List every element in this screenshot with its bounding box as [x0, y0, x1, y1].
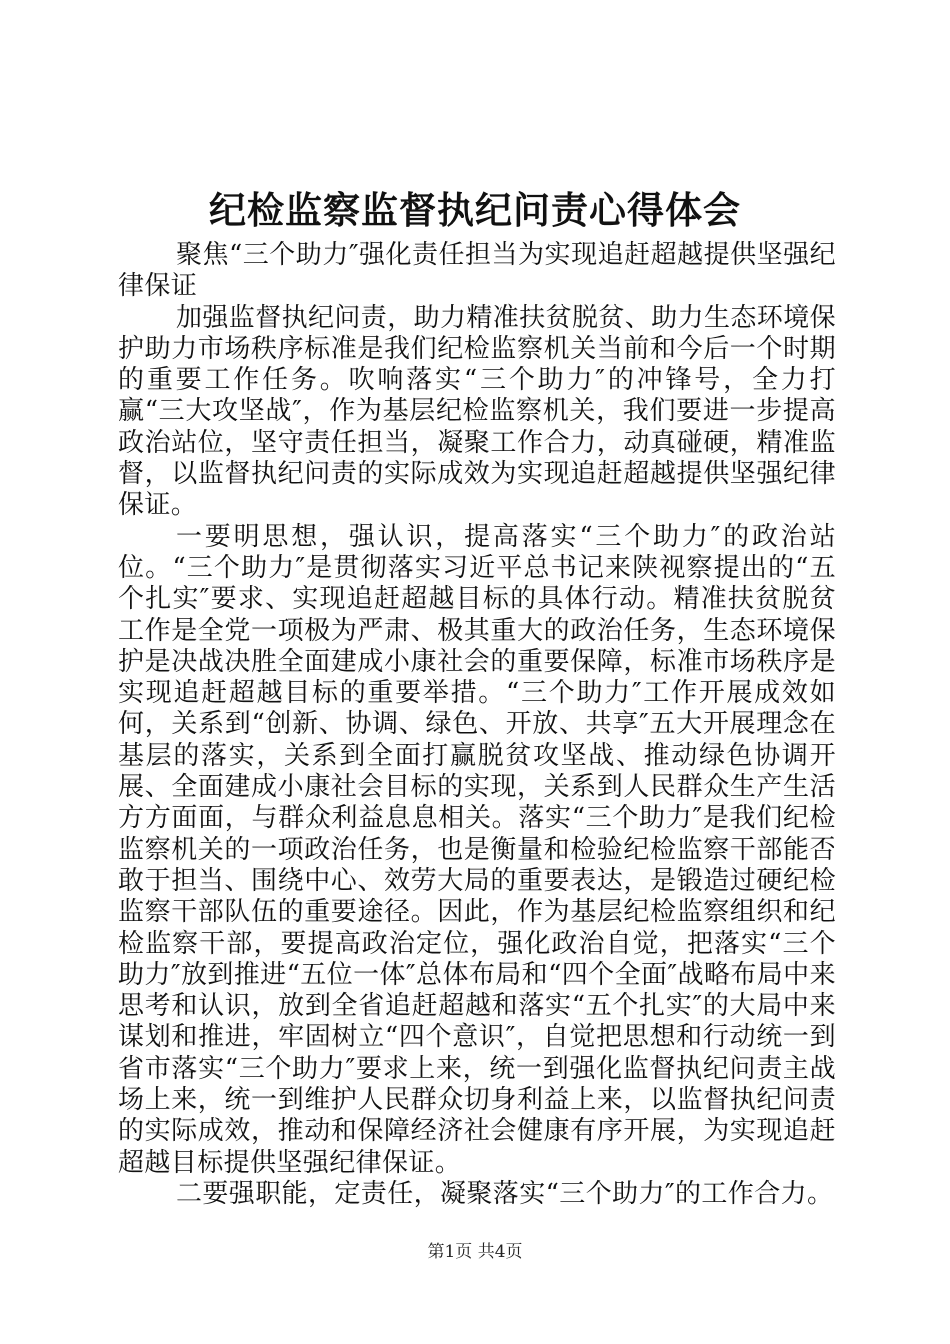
- paragraph-point-one: 一要明思想，强认识，提高落实“三个助力″的政治站位。“三个助力″是贯彻落实习近平总书记来陕视察提出的“五个扎实″要求、实现追赶超越目标的具体行动。精准扶贫脱贫工作是全党一项极为严肃、极其重大的政治任务，生态环境保护是决战决胜全面建成小康社会的重要保障，标准市场秩序是实现追赶超越目标的重要举措。“三个助力″工作开展成效如何，关系到“创新、协调、绿色、开放、共享″五大开展理念在基层的落实，关系到全面打赢脱贫攻坚战、推动绿色协调开展、全面建成小康社会目标的实现，关系到人民群众生产生活方方面面，与群众利益息息相关。落实“三个助力″是我们纪检监察机关的一项政治任务，也是衡量和检验纪检监察干部能否敢于担当、围绕中心、效劳大局的重要表达，是锻造过硬纪检监察干部队伍的重要途径。因此，作为基层纪检监察组织和纪检监察干部，要提高政治定位，强化政治自觉，把落实“三个助力″放到推进“五位一体″总体布局和“四个全面″战略布局中来思考和认识，放到全省追赶超越和落实“五个扎实″的大局中来谋划和推进，牢固树立“四个意识″，自觉把思想和行动统一到省市落实“三个助力″要求上来，统一到强化监督执纪问责主战场上来，统一到维护人民群众切身利益上来，以监督执纪问责的实际成效，推动和保障经济社会健康有序开展，为实现追赶超越目标提供坚强纪律保证。: [118, 521, 836, 1178]
- page-number-footer: 第1页 共4页: [427, 1242, 523, 1262]
- paragraph-intro: 加强监督执纪问责，助力精准扶贫脱贫、助力生态环境保护助力市场秩序标准是我们纪检监察机关当前和今后一个时期的重要工作任务。吹响落实“三个助力″的冲锋号，全力打赢“三大攻坚战″，作为基层纪检监察机关，我们要进一步提高政治站位，坚守责任担当，凝聚工作合力，动真碰硬，精准监督，以监督执纪问责的实际成效为实现追赶超越提供坚强纪律保证。: [118, 302, 837, 521]
- paragraph-point-two: 二要强职能，定责任，凝聚落实“三个助力″的工作合力。: [176, 1178, 834, 1209]
- paragraph-subtitle: 聚焦“三个助力″强化责任担当为实现追赶超越提供坚强纪律保证: [118, 240, 836, 302]
- document-title: 纪检监察监督执纪问责心得体会: [209, 188, 741, 232]
- document-body: [118, 240, 836, 1210]
